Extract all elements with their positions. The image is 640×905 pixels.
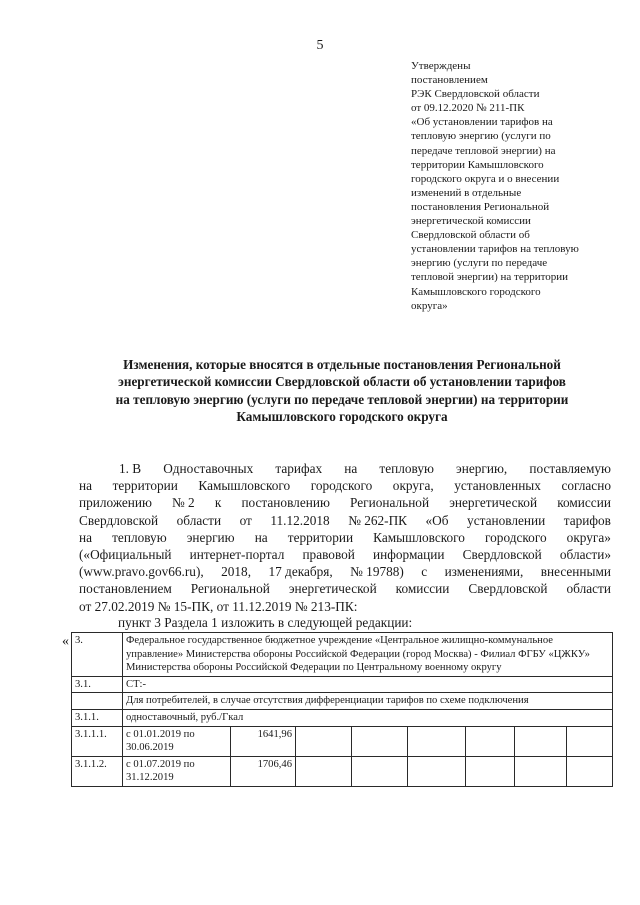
body-word: 2018, (221, 564, 252, 580)
organization-name: Федеральное государственное бюджетное учреждение «Центральное жилищно-коммунальное управление» Министерства обороны Российской Федерации (город Москва) - Филиал ФГБУ «ЦЖКУ» Министерства обороны Российской Федерации по Центральному военному округу (123, 633, 613, 677)
body-word: «Об (425, 512, 449, 528)
title-line: Камышловского городского округа (236, 409, 448, 425)
body-line (79, 529, 611, 546)
period-cell: с 01.07.2019 по 31.12.2019 (123, 756, 231, 786)
body-line (79, 563, 611, 580)
approval-line: городского округа и о внесении (411, 172, 560, 185)
body-word: от (239, 512, 252, 528)
body-word: от 27.02.2019 № 15-ПК, от 11.12.2019 № 213-ПК: (79, 598, 358, 614)
body-word: № 2 (172, 495, 195, 511)
empty-cell (567, 726, 613, 756)
body-word: Камышловского (198, 478, 291, 494)
approval-line: округа» (411, 299, 448, 312)
body-word: изменениями, (444, 564, 524, 580)
body-word: интернет-портал (189, 547, 285, 563)
body-line (79, 494, 611, 511)
page-number: 5 (316, 38, 324, 53)
body-paragraph (79, 460, 611, 615)
body-word: на (254, 529, 268, 545)
body-word: тепловую (379, 461, 434, 476)
body-line (79, 546, 611, 563)
body-word: на (79, 478, 93, 494)
approval-line: Камышловского городского (411, 285, 541, 298)
body-word: Одноставочных (163, 461, 254, 476)
body-word: Региональной (350, 495, 430, 511)
body-word: информации (373, 547, 445, 563)
approval-line: РЭК Свердловской области (411, 88, 540, 101)
approval-line: тепловую энергию (услуги по (411, 130, 551, 143)
empty-cell (352, 726, 408, 756)
empty-cell (515, 756, 567, 786)
row-number: 3.1.1.1. (72, 726, 123, 756)
empty-cell (296, 726, 352, 756)
approval-line: постановления Региональной (411, 200, 550, 213)
body-word: тарифов (563, 512, 611, 528)
body-word: округа» (566, 529, 611, 545)
title-line: на тепловую энергию (услуги по передаче тепловой энергии) на территории (115, 391, 569, 407)
tariff-type: одноставочный, руб./Гкал (123, 709, 613, 726)
row-number: 3.1. (72, 676, 123, 693)
row-number: 3.1.1. (72, 709, 123, 726)
body-word: Региональной (190, 581, 270, 597)
body-word: Свердловской (79, 512, 159, 528)
body-word: энергетической (449, 495, 538, 511)
body-word: энергию (186, 529, 235, 545)
body-word: поставляемую (529, 461, 611, 476)
approval-line: территории Камышловского (411, 158, 544, 171)
empty-cell (515, 726, 567, 756)
intro-line: пункт 3 Раздела 1 изложить в следующей редакции: (118, 615, 413, 630)
approval-block (411, 59, 611, 313)
body-word: (www.pravo.gov66.ru), (79, 564, 204, 580)
body-line (79, 580, 611, 597)
body-word: Свердловской (462, 547, 542, 563)
body-word: области» (559, 547, 611, 563)
body-word: тепловую (112, 529, 167, 545)
table-row (72, 633, 613, 677)
body-word: («Официальный (79, 547, 172, 563)
row-number: 3. (72, 633, 123, 677)
body-word: приложению (79, 495, 152, 511)
consumer-category: Для потребителей, в случае отсутствия дифференциации тарифов по схеме подключения (123, 693, 613, 710)
table-row (72, 726, 613, 756)
document-title (72, 356, 612, 426)
opening-quote: « (62, 634, 69, 649)
table-row (72, 693, 613, 710)
body-word: 1. В (119, 461, 142, 476)
empty-cell (466, 756, 515, 786)
body-word: городского (485, 529, 547, 545)
approval-line: энергетической комиссии (411, 215, 531, 228)
body-line (79, 512, 611, 529)
body-word: внесенными (540, 564, 611, 580)
approval-line: передаче тепловой энергии) на (411, 144, 556, 157)
title-line: энергетической комиссии Свердловской области об установлении тарифов (118, 374, 566, 390)
title-line: Изменения, которые вносятся в отдельные постановления Региональной (123, 357, 561, 372)
body-word: комиссии (395, 581, 450, 597)
body-word: территории (287, 529, 354, 545)
empty-cell (352, 756, 408, 786)
empty-cell (72, 693, 123, 710)
body-word: комиссии (557, 495, 611, 511)
empty-cell (296, 756, 352, 786)
body-word: 17 декабря, (268, 564, 333, 580)
empty-cell (408, 726, 466, 756)
body-word: постановлению (241, 495, 330, 511)
body-word: городского (310, 478, 373, 494)
tariff-table (71, 632, 613, 787)
body-word: округа, (392, 478, 434, 494)
row-number: 3.1.1.2. (72, 756, 123, 786)
empty-cell (408, 756, 466, 786)
approval-line: изменений в отдельные (411, 186, 522, 199)
empty-cell (466, 726, 515, 756)
table-row (72, 709, 613, 726)
body-word: к (214, 495, 222, 511)
body-word: № 19788) (350, 564, 404, 580)
body-word: установленных (454, 478, 541, 494)
body-word: энергию, (456, 461, 508, 476)
empty-cell (567, 756, 613, 786)
body-line (79, 477, 611, 494)
body-word: 11.12.2018 (270, 512, 330, 528)
tariff-value: 1706,46 (231, 756, 296, 786)
approval-line: Свердловской области об (411, 229, 530, 242)
body-word: на (344, 461, 358, 476)
approval-line: установлении тарифов на тепловую (411, 243, 579, 256)
approval-line: «Об установлении тарифов на (411, 116, 553, 129)
body-word: установлении (467, 512, 546, 528)
body-word: с (421, 564, 428, 580)
body-word: на (79, 529, 93, 545)
body-word: согласно (561, 478, 611, 494)
table-row (72, 756, 613, 786)
body-word: территории (112, 478, 178, 494)
approval-line: постановлением (411, 74, 488, 87)
body-word: энергетической (288, 581, 377, 597)
body-line (79, 598, 611, 615)
body-word: № 262-ПК (348, 512, 408, 528)
body-word: области (176, 512, 222, 528)
body-word: тарифах (275, 461, 323, 476)
tariff-value: 1641,96 (231, 726, 296, 756)
body-word: постановлением (79, 581, 172, 597)
body-line (79, 460, 611, 477)
approval-line: тепловой энергии) на территории (411, 271, 569, 284)
approval-line: от 09.12.2020 № 211-ПК (411, 102, 525, 115)
body-word: правовой (302, 547, 355, 563)
table-row (72, 676, 613, 693)
body-word: области (566, 581, 611, 597)
body-word: Свердловской (468, 581, 548, 597)
system-label: СТ:- (123, 676, 613, 693)
approval-line: Утверждены (411, 60, 471, 72)
approval-line: энергию (услуги по передаче (411, 257, 548, 270)
body-word: Камышловского (373, 529, 465, 545)
period-cell: с 01.01.2019 по 30.06.2019 (123, 726, 231, 756)
